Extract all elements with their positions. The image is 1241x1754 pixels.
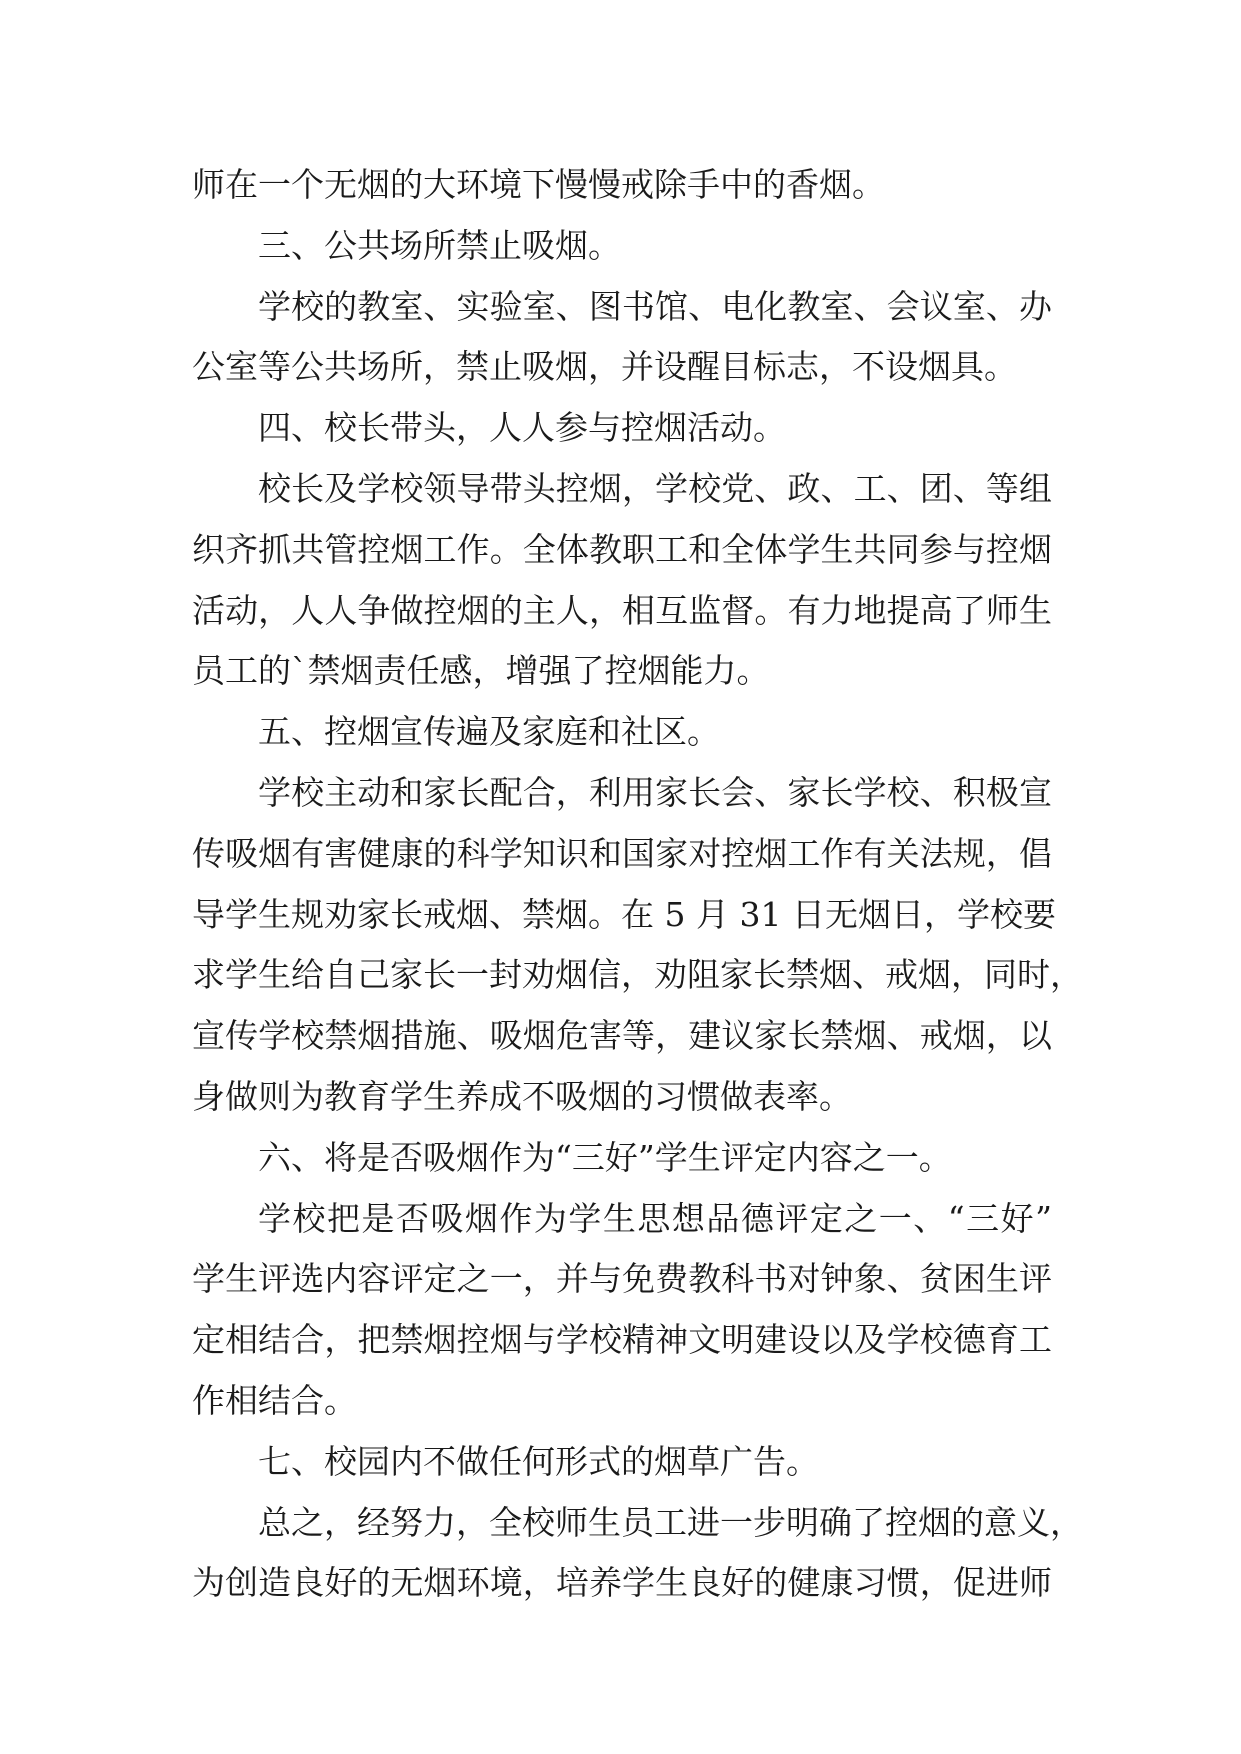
text-line: 活动，人人争做控烟的主人，相互监督。有力地提高了师生 [192,590,1052,630]
text-line: 为创造良好的无烟环境，培养学生良好的健康习惯，促进师 [192,1563,1052,1603]
text-line: 总之，经努力，全校师生员工进一步明确了控烟的意义， [258,1502,1083,1542]
text-line: 学校把是否吸烟作为学生思想品德评定之一、“三好” [258,1198,1052,1238]
text-line: 七、校园内不做任何形式的烟草广告。 [258,1441,819,1481]
text-line: 师在一个无烟的大环境下慢慢戒除手中的香烟。 [192,165,885,204]
text-line: 织齐抓共管控烟工作。全体教职工和全体学生共同参与控烟 [192,529,1052,569]
text-line: 学生评选内容评定之一，并与免费教科书对钟象、贫困生评 [192,1259,1052,1299]
text-line: 传吸烟有害健康的科学知识和国家对控烟工作有关法规，倡 [192,833,1052,873]
text-line: 五、控烟宣传遍及家庭和社区。 [258,712,720,752]
document-body [192,155,1083,1614]
text-line: 定相结合，把禁烟控烟与学校精神文明建设以及学校德育工 [192,1320,1052,1360]
text-line: 公室等公共场所，禁止吸烟，并设醒目标志，不设烟具。 [192,347,1017,387]
text-line: 学校主动和家长配合，利用家长会、家长学校、积极宣 [258,772,1052,812]
text-line: 导学生规劝家长戒烟、禁烟。在 5 月 31 日无烟日，学校要 [192,894,1056,934]
text-line: 身做则为教育学生养成不吸烟的习惯做表率。 [192,1076,852,1116]
text-line: 校长及学校领导带头控烟，学校党、政、工、团、等组 [258,468,1052,508]
text-line: 学校的教室、实验室、图书馆、电化教室、会议室、办 [258,286,1052,326]
text-line: 四、校长带头，人人参与控烟活动。 [258,408,786,448]
text-line: 作相结合。 [192,1380,357,1420]
text-line: 求学生给自己家长一封劝烟信，劝阻家长禁烟、戒烟，同时， [192,955,1083,995]
text-line: 宣传学校禁烟措施、吸烟危害等，建议家长禁烟、戒烟，以 [192,1016,1052,1056]
text-line: 员工的`禁烟责任感，增强了控烟能力。 [192,651,770,691]
text-line: 六、将是否吸烟作为“三好”学生评定内容之一。 [258,1137,952,1177]
text-line: 三、公共场所禁止吸烟。 [258,225,621,265]
